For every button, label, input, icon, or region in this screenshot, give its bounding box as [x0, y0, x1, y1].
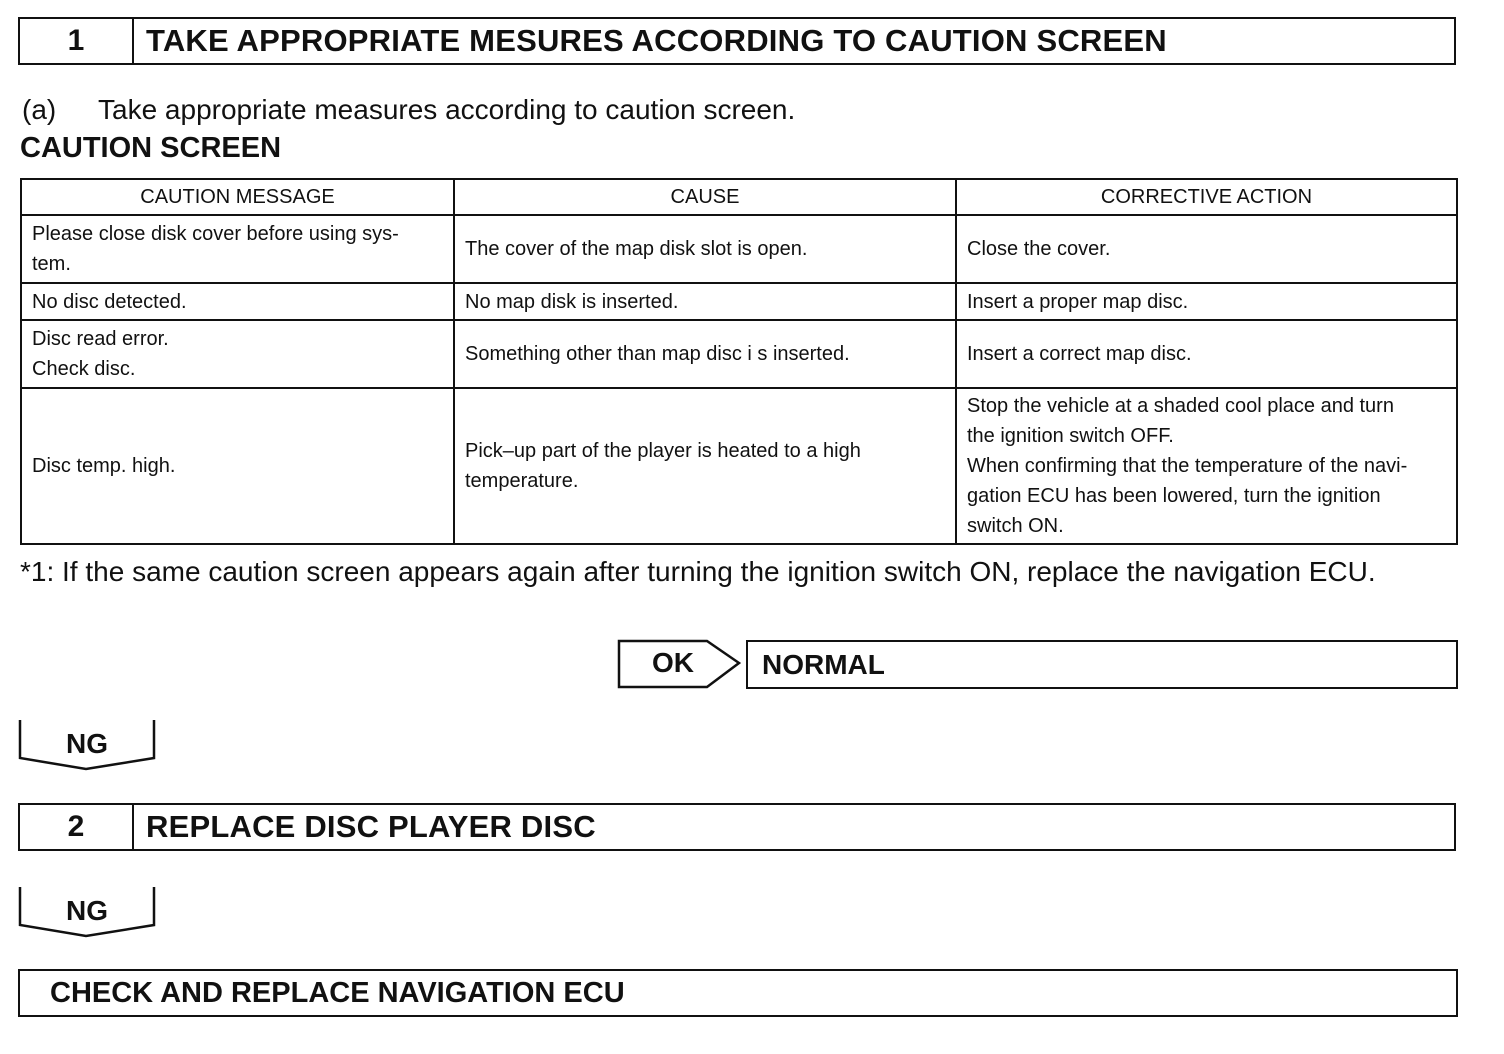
row-message: Please close disk cover before using sys- tem. — [21, 215, 454, 283]
step-2-number: 2 — [20, 805, 134, 849]
row-action: Insert a correct map disc. — [956, 320, 1457, 388]
table-header-row — [21, 179, 1457, 215]
step-2-title: REPLACE DISC PLAYER DISC — [146, 809, 596, 844]
final-step-box: CHECK AND REPLACE NAVIGATION ECU — [18, 969, 1458, 1017]
row-action: Close the cover. — [956, 215, 1457, 283]
instruction-letter: (a) — [22, 94, 57, 125]
header-cause: CAUSE — [454, 179, 956, 215]
header-caution-message: CAUTION MESSAGE — [21, 179, 454, 215]
row-cause: No map disk is inserted. — [454, 283, 956, 320]
section-label: CAUTION SCREEN — [20, 132, 282, 164]
step-1-number: 1 — [20, 19, 134, 63]
row-message: Disc read error. Check disc. — [21, 320, 454, 388]
normal-result-box: NORMAL — [746, 640, 1458, 689]
step-2-header — [18, 803, 1456, 851]
step-1-title: TAKE APPROPRIATE MESURES ACCORDING TO CAUTION SCREEN — [146, 23, 1167, 58]
row-message: Disc temp. high. — [21, 388, 454, 544]
row-message: No disc detected. — [21, 283, 454, 320]
table-row — [21, 388, 1457, 544]
caution-table — [20, 178, 1458, 545]
table-row — [21, 215, 1457, 283]
row-action: Stop the vehicle at a shaded cool place and turn the ignition switch OFF. When confirming that the temperature of the navi- gation ECU has been lowered, turn the ignition switch ON. — [956, 388, 1457, 544]
row-cause: The cover of the map disk slot is open. — [454, 215, 956, 283]
row-cause: Something other than map disc i s inserted. — [454, 320, 956, 388]
footnote: *1: If the same caution screen appears again after turning the ignition switch ON, replace the navigation ECU. — [20, 556, 1376, 587]
step-1-header — [18, 17, 1456, 65]
ng-label: NG — [66, 895, 108, 926]
ok-label: OK — [652, 647, 694, 678]
instruction-line — [22, 94, 795, 126]
row-cause: Pick–up part of the player is heated to a high temperature. — [454, 388, 956, 544]
instruction-text: Take appropriate measures according to caution screen. — [98, 94, 796, 125]
ng-label: NG — [66, 728, 108, 759]
header-corrective-action: CORRECTIVE ACTION — [956, 179, 1457, 215]
table-row — [21, 283, 1457, 320]
table-row — [21, 320, 1457, 388]
row-action: Insert a proper map disc. — [956, 283, 1457, 320]
